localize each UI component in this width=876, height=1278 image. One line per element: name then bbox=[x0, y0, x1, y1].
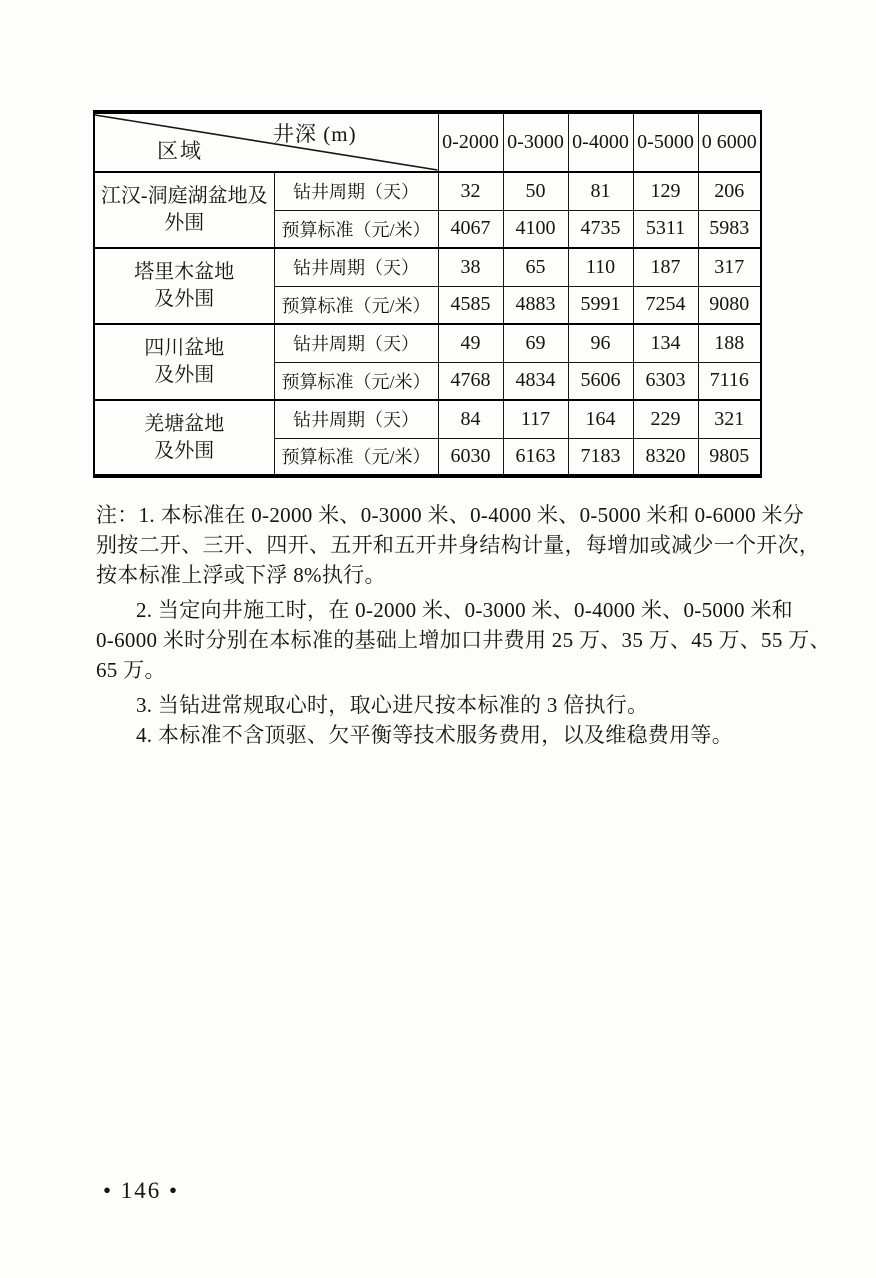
value-cell: 50 bbox=[503, 172, 568, 210]
value-cell: 129 bbox=[633, 172, 698, 210]
region-name-cell bbox=[94, 400, 274, 476]
budget-row-label: 预算标准（元/米） bbox=[274, 286, 438, 324]
region-name-line: 及外围 bbox=[154, 288, 215, 310]
depth-column-header: 0-2000 bbox=[438, 112, 503, 172]
budget-row-label: 预算标准（元/米） bbox=[274, 362, 438, 400]
value-cell: 69 bbox=[503, 324, 568, 362]
value-cell: 317 bbox=[698, 248, 761, 286]
note-line: 3. 当钻进常规取心时，取心进尺按本标准的 3 倍执行。 bbox=[136, 693, 649, 717]
value-cell: 4834 bbox=[503, 362, 568, 400]
drilling-standards-table bbox=[93, 110, 762, 478]
budget-row-label: 预算标准（元/米） bbox=[274, 210, 438, 248]
value-cell: 32 bbox=[438, 172, 503, 210]
cycle-row-label: 钻井周期（天） bbox=[274, 324, 438, 362]
value-cell: 5991 bbox=[568, 286, 633, 324]
value-cell: 187 bbox=[633, 248, 698, 286]
value-cell: 7116 bbox=[698, 362, 761, 400]
region-name-line: 江汉-洞庭湖盆地及 bbox=[100, 185, 268, 207]
value-cell: 4585 bbox=[438, 286, 503, 324]
cycle-row-label: 钻井周期（天） bbox=[274, 400, 438, 438]
value-cell: 9080 bbox=[698, 286, 761, 324]
drilling-standards-table-wrap bbox=[93, 110, 762, 478]
value-cell: 206 bbox=[698, 172, 761, 210]
depth-column-header: 0-5000 bbox=[633, 112, 698, 172]
cycle-row-label: 钻井周期（天） bbox=[274, 172, 438, 210]
value-cell: 4100 bbox=[503, 210, 568, 248]
region-name-line: 外围 bbox=[164, 212, 205, 234]
value-cell: 5983 bbox=[698, 210, 761, 248]
header-region-label: 区域 bbox=[157, 139, 203, 163]
value-cell: 6163 bbox=[503, 438, 568, 476]
page-number: • 146 • bbox=[103, 1178, 180, 1203]
value-cell: 6030 bbox=[438, 438, 503, 476]
region-name-line: 及外围 bbox=[154, 364, 215, 386]
note-line: 0-6000 米时分别在本标准的基础上增加口井费用 25 万、35 万、45 万、55 万、 bbox=[96, 628, 831, 652]
note-line: 65 万。 bbox=[96, 658, 166, 682]
header-depth-label: 井深 (m) bbox=[273, 122, 357, 146]
depth-column-header: 0 6000 bbox=[698, 112, 761, 172]
note-line: 按本标准上浮或下浮 8%执行。 bbox=[96, 563, 386, 587]
value-cell: 5311 bbox=[633, 210, 698, 248]
region-name-line: 及外围 bbox=[154, 439, 215, 462]
value-cell: 110 bbox=[568, 248, 633, 286]
note-line: 4. 本标准不含顶驱、欠平衡等技术服务费用，以及维稳费用等。 bbox=[136, 723, 733, 747]
depth-column-header: 0-3000 bbox=[503, 112, 568, 172]
budget-row-label: 预算标准（元/米） bbox=[274, 438, 438, 476]
diagonal-header-cell bbox=[94, 112, 438, 172]
region-name-cell bbox=[94, 248, 274, 324]
diagonal-line bbox=[95, 114, 438, 171]
value-cell: 164 bbox=[568, 400, 633, 438]
note-line: 注：1. 本标准在 0-2000 米、0-3000 米、0-4000 米、0-5000 米和 0-6000 米分 bbox=[96, 503, 805, 527]
value-cell: 49 bbox=[438, 324, 503, 362]
region-name-cell bbox=[94, 172, 274, 248]
value-cell: 7183 bbox=[568, 438, 633, 476]
region-name-line: 塔里木盆地 bbox=[134, 261, 235, 283]
value-cell: 5606 bbox=[568, 362, 633, 400]
value-cell: 4883 bbox=[503, 286, 568, 324]
note-line: 2. 当定向井施工时，在 0-2000 米、0-3000 米、0-4000 米、0-5000 米和 bbox=[136, 598, 793, 622]
value-cell: 7254 bbox=[633, 286, 698, 324]
value-cell: 38 bbox=[438, 248, 503, 286]
value-cell: 4768 bbox=[438, 362, 503, 400]
region-name-cell bbox=[94, 324, 274, 400]
value-cell: 8320 bbox=[633, 438, 698, 476]
value-cell: 134 bbox=[633, 324, 698, 362]
value-cell: 4735 bbox=[568, 210, 633, 248]
value-cell: 117 bbox=[503, 400, 568, 438]
value-cell: 9805 bbox=[698, 438, 761, 476]
value-cell: 4067 bbox=[438, 210, 503, 248]
value-cell: 6303 bbox=[633, 362, 698, 400]
value-cell: 96 bbox=[568, 324, 633, 362]
value-cell: 321 bbox=[698, 400, 761, 438]
value-cell: 188 bbox=[698, 324, 761, 362]
note-line: 别按二开、三开、四开、五开和五开井身结构计量，每增加或减少一个开次， bbox=[96, 533, 821, 557]
value-cell: 81 bbox=[568, 172, 633, 210]
depth-column-header: 0-4000 bbox=[568, 112, 633, 172]
value-cell: 84 bbox=[438, 400, 503, 438]
cycle-row-label: 钻井周期（天） bbox=[274, 248, 438, 286]
value-cell: 65 bbox=[503, 248, 568, 286]
notes-section bbox=[96, 500, 831, 750]
region-name-line: 四川盆地 bbox=[144, 337, 225, 359]
value-cell: 229 bbox=[633, 400, 698, 438]
region-name-line: 羌塘盆地 bbox=[144, 412, 225, 435]
